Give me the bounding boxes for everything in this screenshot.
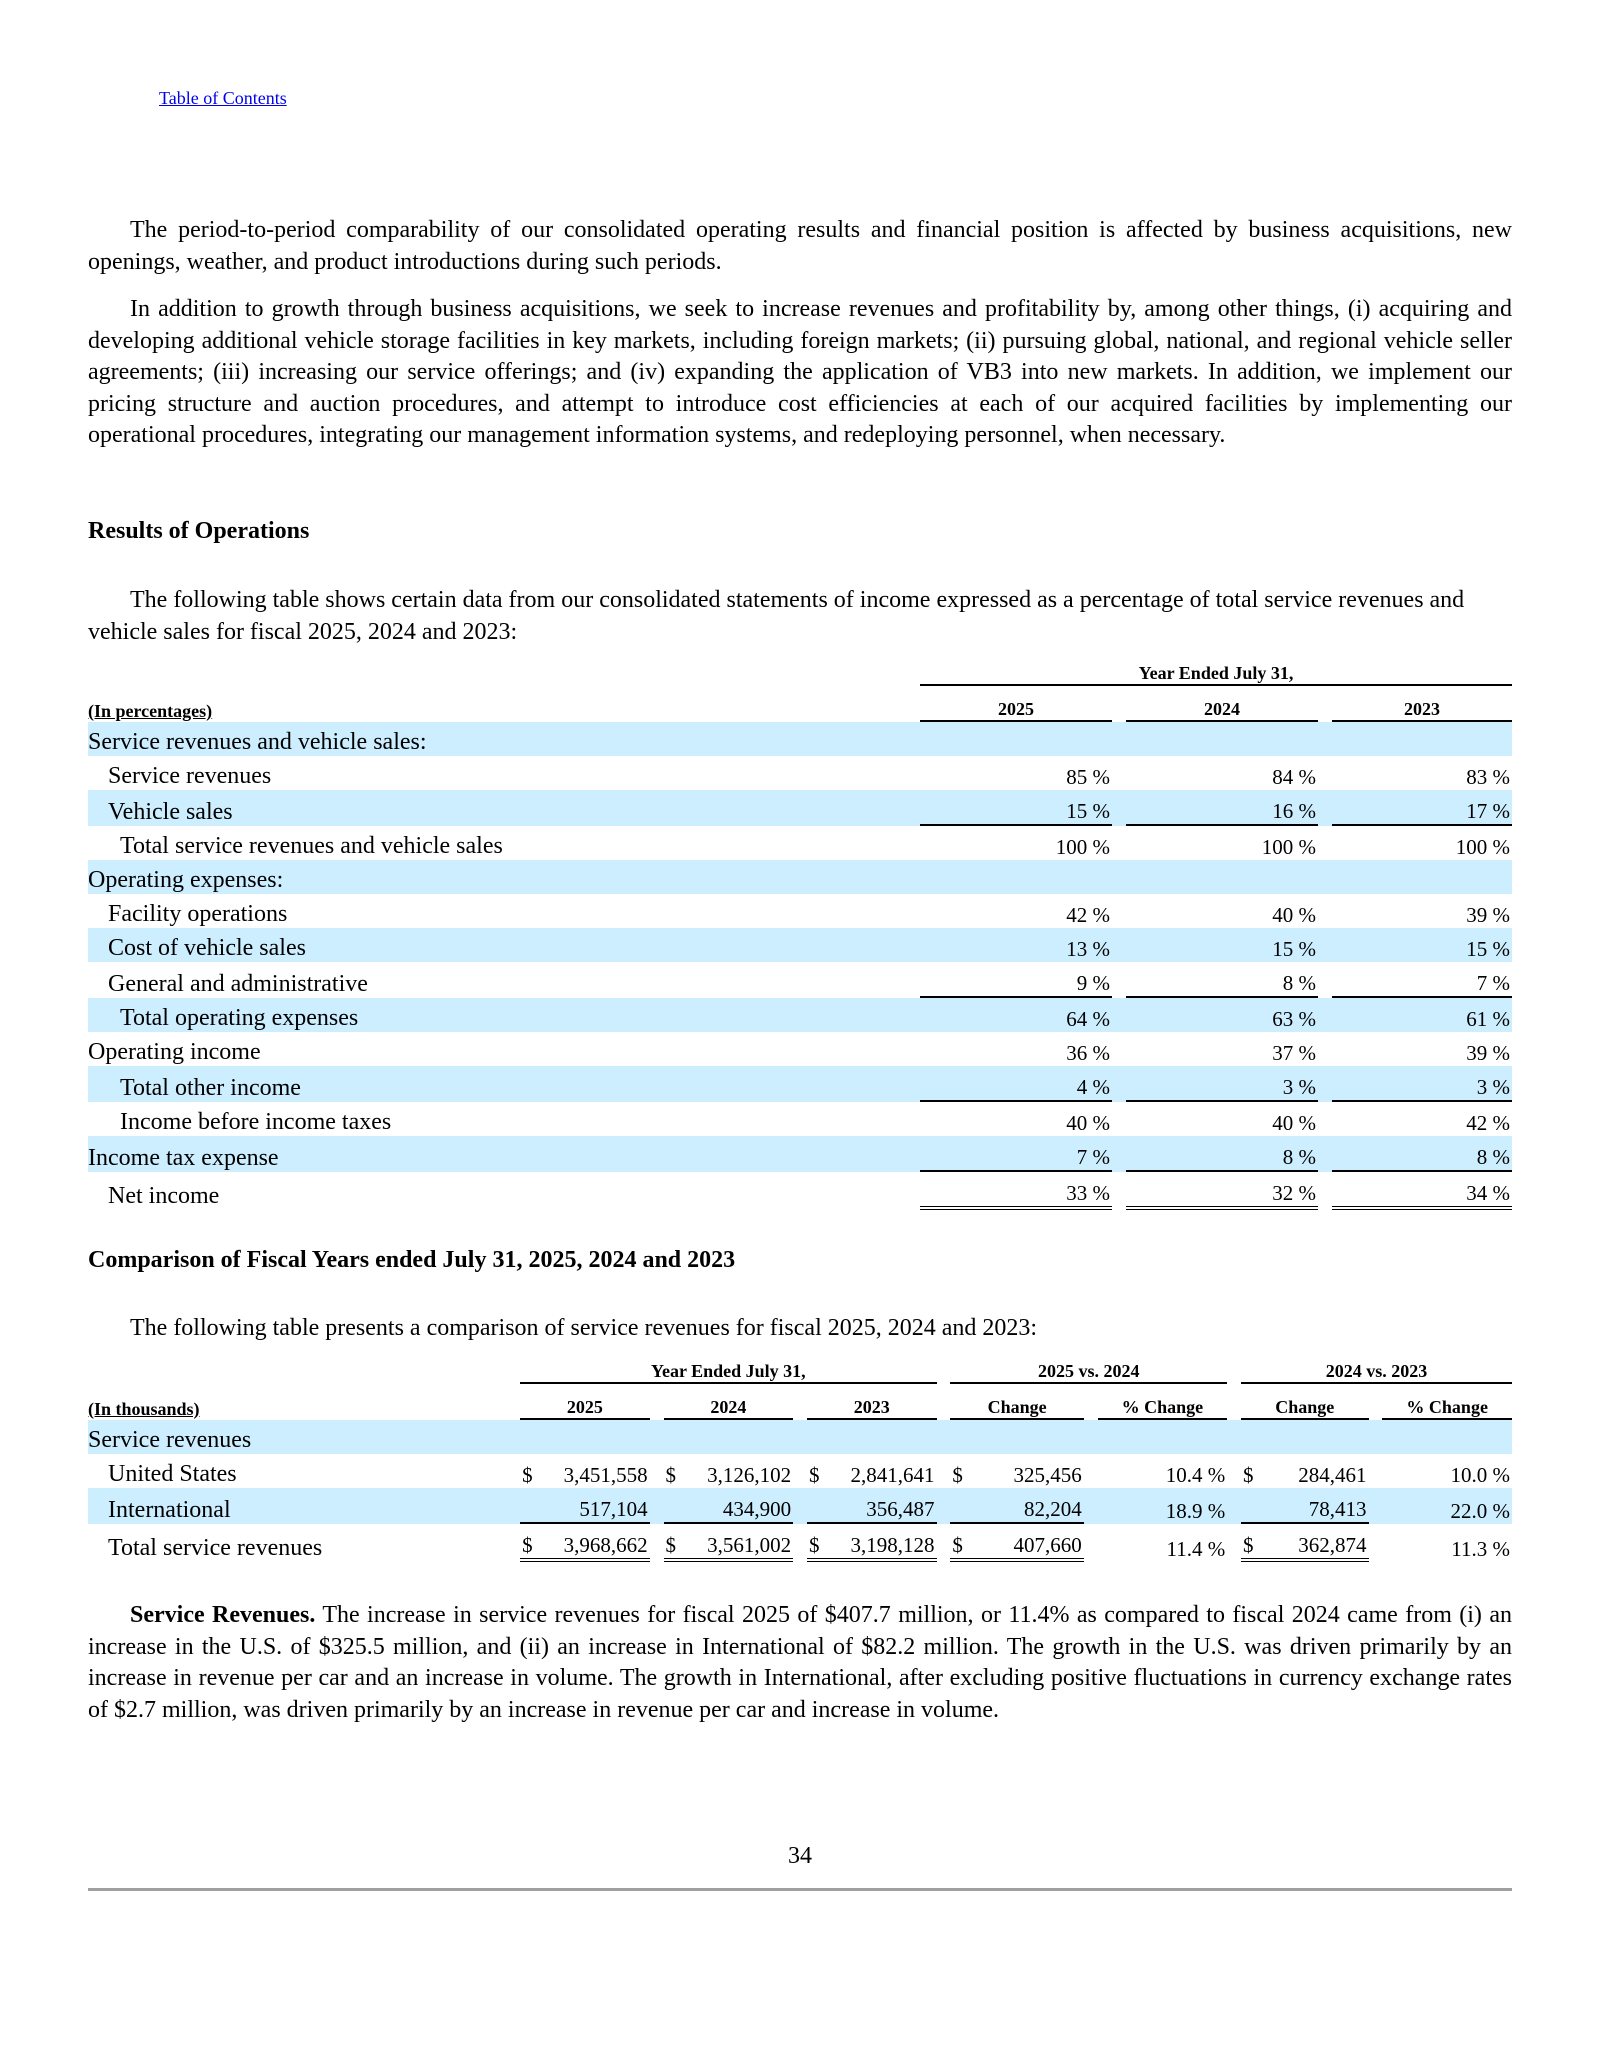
cell-number: 356,487 bbox=[866, 1497, 935, 1521]
cell-value: 4 % bbox=[920, 1066, 1112, 1102]
cell-value bbox=[807, 1420, 937, 1454]
year-ended-header: Year Ended July 31, bbox=[520, 1348, 936, 1384]
row-label: Net income bbox=[108, 1183, 220, 1209]
cell-number: 407,660 bbox=[1013, 1533, 1082, 1557]
cell-value bbox=[1241, 1524, 1368, 1562]
cell-value: 33 % bbox=[920, 1172, 1112, 1210]
currency-symbol: $ bbox=[522, 1533, 533, 1557]
currency-symbol: $ bbox=[1243, 1533, 1254, 1557]
cell-value: 100 % bbox=[1055, 835, 1110, 859]
cell-number: 22.0 % bbox=[1450, 1499, 1510, 1523]
cell-number: 11.4 % bbox=[1166, 1537, 1226, 1561]
group-2025-vs-2024: 2025 vs. 2024 bbox=[950, 1348, 1227, 1384]
results-heading: Results of Operations bbox=[88, 518, 310, 544]
cell-value bbox=[1382, 1488, 1512, 1524]
cell-value: 85 % bbox=[1066, 765, 1110, 789]
cell-value bbox=[520, 1488, 650, 1524]
cell-value: 83 % bbox=[1466, 765, 1510, 789]
table-row bbox=[88, 1032, 1512, 1066]
cell-number: 82,204 bbox=[1024, 1497, 1082, 1521]
row-label: Total other income bbox=[88, 1066, 906, 1102]
cell-value: 8 % bbox=[1126, 962, 1318, 998]
table-row bbox=[88, 962, 1512, 998]
row-label: Income before income taxes bbox=[120, 1109, 392, 1135]
cell-value: 40 % bbox=[1272, 903, 1316, 927]
cell-value bbox=[807, 1524, 937, 1562]
cell-number: 325,456 bbox=[1013, 1463, 1082, 1487]
table-row bbox=[88, 1102, 1512, 1136]
footer-divider bbox=[88, 1888, 1512, 1891]
row-label: International bbox=[88, 1488, 506, 1524]
table-row bbox=[88, 998, 1512, 1032]
table-row bbox=[88, 1488, 1512, 1524]
cell-value: 8 % bbox=[1332, 1136, 1512, 1172]
col-2025: 2025 bbox=[920, 686, 1112, 722]
table-row bbox=[88, 1524, 1512, 1562]
cell-number: 10.0 % bbox=[1450, 1463, 1510, 1487]
cell-value: 7 % bbox=[1332, 962, 1512, 998]
cell-number: 3,198,128 bbox=[850, 1533, 935, 1557]
intro-paragraph-1: The period-to-period comparability of our consolidated operating results and financial position is affected by business acquisitions, new openings, weather, and product introductions during such periods. bbox=[88, 217, 1512, 275]
row-label: Service revenues bbox=[108, 763, 272, 789]
cell-value bbox=[1382, 1524, 1512, 1562]
currency-symbol: $ bbox=[808, 1533, 820, 1557]
cell-value: 17 % bbox=[1332, 790, 1512, 826]
cell-value: 13 % bbox=[920, 928, 1112, 962]
cell-value: 3 % bbox=[1332, 1066, 1512, 1102]
cell-value: 36 % bbox=[1066, 1041, 1110, 1065]
cell-number: 3,126,102 bbox=[707, 1463, 792, 1487]
table-row bbox=[88, 928, 1512, 962]
currency-symbol: $ bbox=[665, 1463, 677, 1487]
table-row bbox=[88, 1172, 1512, 1210]
cell-value bbox=[1098, 1524, 1228, 1562]
cell-number: 2,841,641 bbox=[850, 1463, 935, 1487]
cell-value: 15 % bbox=[1332, 928, 1512, 962]
cell-value bbox=[950, 1524, 1083, 1562]
cell-value: 40 % bbox=[1272, 1111, 1316, 1135]
cell-value bbox=[1332, 860, 1512, 894]
cell-value: 64 % bbox=[920, 998, 1112, 1032]
cell-value: 32 % bbox=[1126, 1172, 1318, 1210]
row-label: Income tax expense bbox=[88, 1136, 906, 1172]
cell-value: 16 % bbox=[1126, 790, 1318, 826]
cell-number: 10.4 % bbox=[1165, 1463, 1226, 1487]
cell-value bbox=[1126, 860, 1318, 894]
unit-label: (In thousands) bbox=[88, 1399, 200, 1419]
service-revenues-text: The increase in service revenues for fiscal 2025 of $407.7 million, or 11.4% as compared to fiscal 2024 came from (i) an increase in the U.S. of $325.5 million, and (ii) an increase in International of $82.2 million. The growth in the U.S. was driven primarily by an increase in revenue per car and an increase in volume. The growth in International, after excluding positive fluctuations in currency exchange rates of $2.7 million, was driven primarily by an increase in revenue per car and increase in volume. bbox=[88, 1602, 1512, 1723]
col-2024: 2024 bbox=[1126, 686, 1318, 722]
unit-label: (In percentages) bbox=[88, 701, 213, 721]
cell-value: 42 % bbox=[1066, 903, 1110, 927]
cell-value bbox=[664, 1420, 794, 1454]
page-number: 34 bbox=[788, 1843, 812, 1869]
column-header: Change bbox=[950, 1384, 1083, 1420]
table-of-contents-link[interactable]: Table of Contents bbox=[159, 88, 287, 108]
cell-number: 3,451,558 bbox=[563, 1463, 648, 1487]
column-header: 2023 bbox=[807, 1384, 937, 1420]
cell-number: 434,900 bbox=[722, 1497, 792, 1521]
cell-number: 78,413 bbox=[1308, 1497, 1367, 1521]
table-row bbox=[88, 1136, 1512, 1172]
table-row bbox=[88, 1454, 1512, 1488]
cell-value bbox=[1382, 1420, 1512, 1454]
cell-value: 3 % bbox=[1126, 1066, 1318, 1102]
cell-value bbox=[807, 1454, 937, 1488]
row-label: General and administrative bbox=[108, 971, 368, 997]
cell-value: 7 % bbox=[920, 1136, 1112, 1172]
cell-value: 63 % bbox=[1126, 998, 1318, 1032]
row-label: Service revenues bbox=[88, 1420, 506, 1454]
row-label: Total service revenues bbox=[108, 1535, 323, 1561]
cell-value: 9 % bbox=[920, 962, 1112, 998]
cell-value bbox=[1126, 722, 1318, 756]
cell-value bbox=[520, 1454, 650, 1488]
cell-value bbox=[920, 860, 1112, 894]
currency-symbol: $ bbox=[808, 1463, 820, 1487]
cell-number: 11.3 % bbox=[1451, 1537, 1510, 1561]
column-header: Change bbox=[1241, 1384, 1368, 1420]
cell-value: 61 % bbox=[1332, 998, 1512, 1032]
cell-value bbox=[520, 1524, 650, 1562]
row-label: Cost of vehicle sales bbox=[88, 928, 906, 962]
row-label: Total service revenues and vehicle sales bbox=[120, 833, 503, 859]
cell-value bbox=[950, 1454, 1083, 1488]
year-ended-header: Year Ended July 31, bbox=[920, 652, 1512, 686]
cell-number: 3,561,002 bbox=[707, 1533, 792, 1557]
row-label: Operating income bbox=[88, 1039, 261, 1065]
currency-symbol: $ bbox=[665, 1533, 677, 1557]
column-header: % Change bbox=[1382, 1384, 1512, 1420]
cell-value: 84 % bbox=[1272, 765, 1316, 789]
cell-value bbox=[1241, 1420, 1368, 1454]
currency-symbol: $ bbox=[1243, 1463, 1254, 1487]
cell-value: 42 % bbox=[1466, 1111, 1510, 1135]
cell-value: 39 % bbox=[1466, 1041, 1510, 1065]
table-row bbox=[88, 756, 1512, 790]
cell-value bbox=[1241, 1488, 1368, 1524]
results-intro: The following table shows certain data from our consolidated statements of income expressed as a percentage of total service revenues and vehicle sales for fiscal 2025, 2024 and 2023: bbox=[88, 587, 1465, 645]
col-2023: 2023 bbox=[1332, 686, 1512, 722]
row-label: Service revenues and vehicle sales: bbox=[88, 722, 906, 756]
row-label: Vehicle sales bbox=[88, 790, 906, 826]
service-revenues-lead: Service Revenues. bbox=[130, 1602, 316, 1628]
table-row bbox=[88, 894, 1512, 928]
table-row bbox=[88, 1420, 1512, 1454]
cell-number: 517,104 bbox=[579, 1497, 648, 1521]
service-revenues-table bbox=[88, 1348, 1512, 1562]
table-row bbox=[88, 790, 1512, 826]
cell-value bbox=[1098, 1454, 1228, 1488]
cell-value bbox=[664, 1488, 794, 1524]
cell-value bbox=[1382, 1454, 1512, 1488]
cell-value: 100 % bbox=[1455, 835, 1510, 859]
service-revenues-paragraph bbox=[88, 1600, 1512, 1726]
cell-value: 100 % bbox=[1261, 835, 1316, 859]
cell-number: 3,968,662 bbox=[563, 1533, 648, 1557]
comparison-heading: Comparison of Fiscal Years ended July 31, 2025, 2024 and 2023 bbox=[88, 1247, 736, 1273]
cell-value bbox=[1332, 722, 1512, 756]
currency-symbol: $ bbox=[952, 1533, 963, 1557]
percentages-table bbox=[88, 652, 1512, 1210]
row-label: United States bbox=[108, 1461, 237, 1487]
column-header: % Change bbox=[1098, 1384, 1228, 1420]
cell-value bbox=[920, 722, 1112, 756]
cell-value bbox=[664, 1524, 794, 1562]
table-row bbox=[88, 826, 1512, 860]
cell-number: 18.9 % bbox=[1165, 1499, 1226, 1523]
group-2024-vs-2023: 2024 vs. 2023 bbox=[1241, 1348, 1512, 1384]
currency-symbol: $ bbox=[952, 1463, 963, 1487]
currency-symbol: $ bbox=[522, 1463, 533, 1487]
cell-value: 40 % bbox=[1066, 1111, 1110, 1135]
cell-value: 37 % bbox=[1272, 1041, 1316, 1065]
cell-value bbox=[664, 1454, 794, 1488]
cell-value: 34 % bbox=[1332, 1172, 1512, 1210]
cell-value: 15 % bbox=[920, 790, 1112, 826]
cell-value bbox=[1241, 1454, 1368, 1488]
row-label: Operating expenses: bbox=[88, 860, 906, 894]
comparison-intro: The following table presents a comparison of service revenues for fiscal 2025, 2024 and 2023: bbox=[130, 1315, 1038, 1341]
cell-value bbox=[1098, 1488, 1228, 1524]
cell-value: 39 % bbox=[1466, 903, 1510, 927]
cell-number: 284,461 bbox=[1298, 1463, 1367, 1487]
column-header: 2024 bbox=[664, 1384, 794, 1420]
row-label: Total operating expenses bbox=[88, 998, 906, 1032]
cell-value bbox=[1098, 1420, 1228, 1454]
row-label: Facility operations bbox=[108, 901, 288, 927]
table-row bbox=[88, 860, 1512, 894]
column-header: 2025 bbox=[520, 1384, 650, 1420]
cell-value: 15 % bbox=[1126, 928, 1318, 962]
cell-value bbox=[950, 1420, 1083, 1454]
cell-value bbox=[520, 1420, 650, 1454]
intro-paragraph-2: In addition to growth through business acquisitions, we seek to increase revenues and profitability by, among other things, (i) acquiring and developing additional vehicle storage facilities in key markets, including foreign markets; (ii) pursuing global, national, and regional vehicle seller agreements; (iii) increasing our service offerings; and (iv) expanding the application of VB3 into new markets. In addition, we implement our pricing structure and auction procedures, and attempt to introduce cost efficiencies at each of our acquired facilities by implementing our operational procedures, integrating our management information systems, and redeploying personnel, when necessary. bbox=[88, 296, 1512, 448]
cell-value: 8 % bbox=[1126, 1136, 1318, 1172]
cell-number: 362,874 bbox=[1298, 1533, 1367, 1557]
cell-value bbox=[807, 1488, 937, 1524]
table-row bbox=[88, 1066, 1512, 1102]
table-row bbox=[88, 722, 1512, 756]
cell-value bbox=[950, 1488, 1083, 1524]
